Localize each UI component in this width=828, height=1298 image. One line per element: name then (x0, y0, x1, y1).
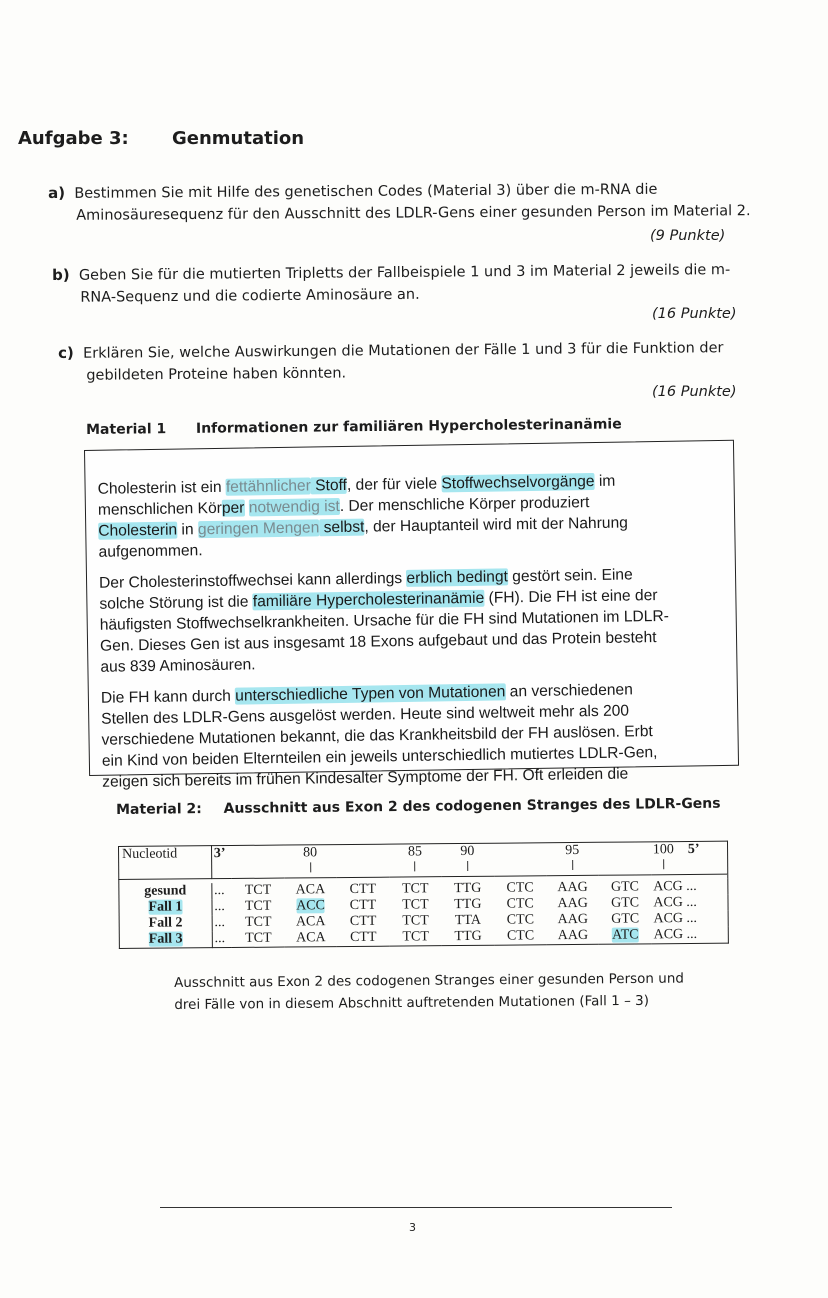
mutation-highlight: ATC (612, 927, 639, 943)
subtask-a (48, 177, 751, 227)
material2-caption: Ausschnitt aus Exon 2 des codogenen Stranges einer gesunden Person und drei Fälle von in diesem Abschnitt auftretenden Mutationen (Fall 1 – 3) (174, 970, 684, 1013)
subtask-text: Bestimmen Sie mit Hilfe des genetischen Codes (Material 3) über die m-RNA die (74, 181, 658, 202)
position-85: 85 (389, 844, 442, 877)
subtask-c (58, 336, 724, 387)
subtask-text: gebildeten Proteine haben könnten. (86, 365, 347, 384)
table-header-row (119, 841, 728, 879)
table-row: Fall 2 ... TCT ACA CTT TCT TTA CTC AAG GTC ACG ... (119, 911, 728, 932)
subtask-text: Aminosäuresequenz für den Ausschnitt des LDLR-Gens einer gesunden Person im Material 2. (76, 203, 751, 224)
task-label: Aufgabe 3: (18, 128, 129, 149)
subtask-text: Geben Sie für die mutierten Tripletts der Fallbeispiele 1 und 3 im Material 2 jeweils die m- (78, 262, 731, 284)
material1-title: Informationen zur familiären Hypercholesterinanämie (195, 416, 622, 437)
points-a: (9 Punkte) (650, 228, 726, 244)
material1-heading (86, 416, 622, 438)
table-row: Fall 3 ... TCT ACA CTT TCT TTG CTC AAG ATC ACG ... (119, 927, 728, 949)
material2-label: Material 2: (116, 801, 202, 818)
five-prime-label: 5’ (687, 841, 700, 858)
material1-label: Material 1 (86, 421, 167, 438)
task-title: Genmutation (172, 128, 305, 149)
points-c: (16 Punkte) (652, 384, 737, 400)
nucleotid-header: Nucleotid (119, 846, 212, 880)
material1-paragraph-1: Cholesterin ist ein fettähnlicher Stoff, der für viele Stoffwechselvorgänge im menschlichen Körper notwendig ist. Der menschliche Körper produziert Cholesterin in geringen Mengen selbst, der Hauptanteil wird mit der Nahrung aufgenommen. (97, 472, 629, 561)
mutation-highlight: ACC (296, 898, 326, 914)
position-95: 95 (546, 842, 599, 875)
material2-title: Ausschnitt aus Exon 2 des codogenen Stranges des LDLR-Gens (223, 795, 721, 817)
subtask-text: RNA-Sequenz und die codierte Aminosäure an. (80, 286, 420, 306)
page-number: 3 (409, 1221, 416, 1234)
subtask-letter: b) (52, 265, 70, 284)
subtask-letter: a) (48, 183, 66, 202)
position-100: 100 5’ (651, 841, 728, 875)
position-90: 90 (441, 843, 494, 876)
subtask-text: Erklären Sie, welche Auswirkungen die Mutationen der Fälle 1 und 3 für die Funktion der (83, 340, 724, 362)
material1-paragraph-2: Der Cholesterinstoffwechsei kann allerdings erblich bedingt gestört sein. Eine solche Störung ist die familiäre Hypercholesterinanämie (FH). Die FH ist eine der häufigsten Stoffwechselkrankheiten. Ursache für die FH sind Mutationen im LDLR- Gen. Dieses Gen ist aus insgesamt 18 Exons aufgebaut und das Protein besteht aus 839 Aminosäuren. (98, 566, 669, 676)
material1-box (84, 440, 739, 791)
sequence-table (118, 841, 729, 949)
table-row: Fall 1 ... TCT ACC CTT TCT TTG CTC AAG GTC ACG ... (119, 895, 728, 916)
subtask-letter: c) (58, 343, 74, 362)
subtask-b (52, 258, 730, 309)
points-b: (16 Punkte) (652, 306, 737, 322)
position-80: 80 (284, 845, 337, 878)
table-row: gesund ... TCT ACA CTT TCT TTG CTC AAG GTC ACG ... (119, 879, 728, 900)
three-prime-label: 3’ (211, 846, 231, 879)
material1-paragraph-3: Die FH kann durch unterschiedliche Typen von Mutationen an verschiedenen Stellen des LDLR-Gens ausgelöst werden. Heute sind weltweit mehr als 200 verschiedene Mutationen bekannt, die das Krankheitsbild der FH auslösen. Erbt ein Kind von beiden Elternteilen ein jeweils unterschiedlich mutiertes LDLR-Gen, zeigen sich bereits im frühen Kindesalter Symptome der FH. Oft erleiden die (100, 681, 658, 791)
material2-heading (116, 796, 721, 818)
footer-rule (160, 1207, 672, 1208)
